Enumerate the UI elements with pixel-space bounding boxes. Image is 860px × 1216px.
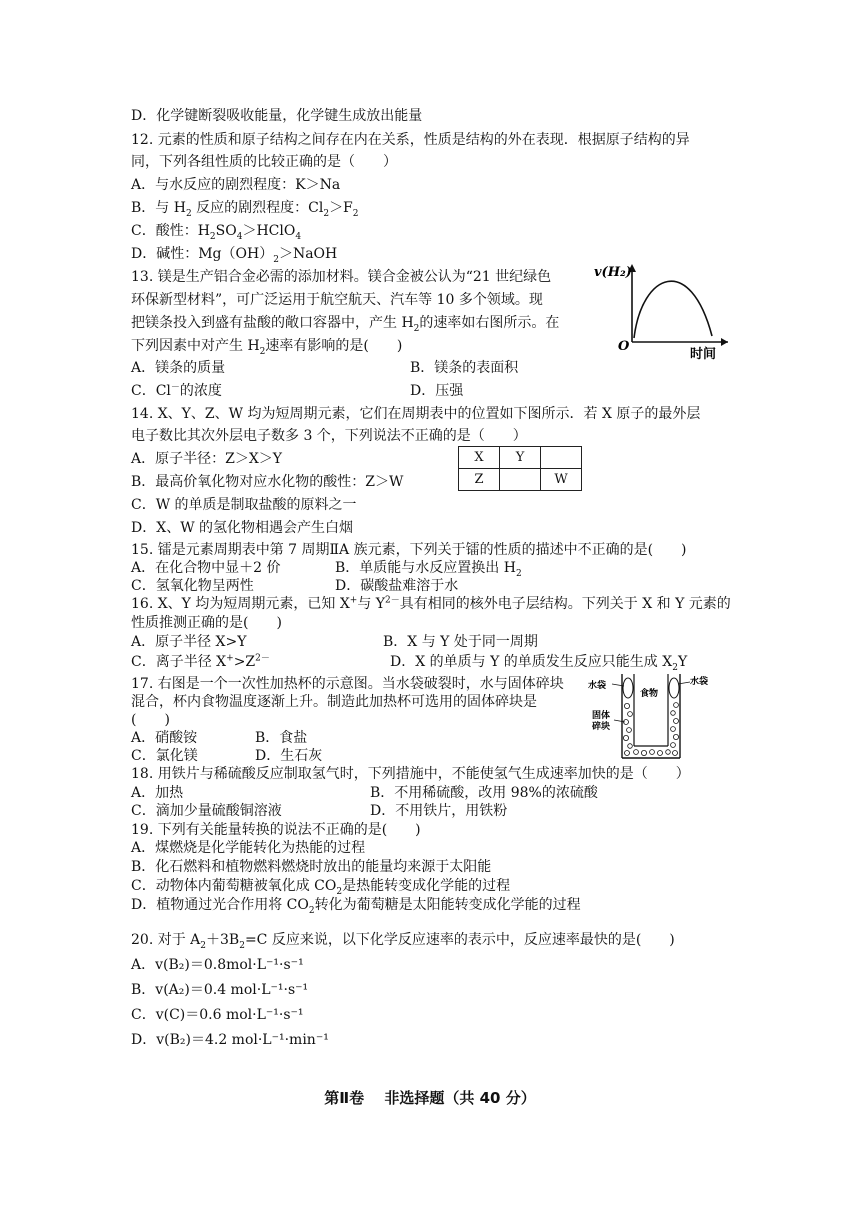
section-ii-heading: 第Ⅱ卷 非选择题（共 40 分）: [324, 1089, 536, 1107]
q13-stem-line4: 下列因素中对产生 $H_2$速率有影响的是( ): [131, 338, 403, 357]
q12-option-a: A．与水反应的剧烈程度：K＞Na: [131, 177, 341, 193]
q17-stem-line2: 混合，杯内食物温度逐渐上升。制造此加热杯可选用的固体碎块是: [131, 694, 537, 710]
q12-stem-line2: 同，下列各组性质的比较正确的是（ ）: [131, 154, 397, 170]
q16-option-b: B．X 与 Y 处于同一周期: [383, 634, 538, 650]
periodic-table-fragment: [458, 446, 582, 491]
q20-option-c: C．v(C)＝0.6 mol·L⁻¹·s⁻¹: [131, 1007, 304, 1023]
q15-stem: 15. 镭是元素周期表中第 7 周期ⅡA 族元素，下列关于镭的性质的描述中不正确的是( ): [131, 542, 687, 558]
q17-option-b: B．食盐: [255, 730, 308, 746]
q19-option-a: A．煤燃烧是化学能转化为热能的过程: [131, 840, 366, 856]
solid-label-2: 碎块: [592, 722, 611, 732]
q12-option-d: D．碱性：$Mg(OH)_2>NaOH$: [131, 246, 338, 265]
q13-option-a: A．镁条的质量: [131, 360, 226, 376]
solid-label-1: 固体: [592, 711, 611, 721]
q13-option-b: B．镁条的表面积: [410, 360, 519, 376]
q13-stem-line1: 13. 镁是生产铝合金必需的添加材料。镁合金被公认为“21 世纪绿色: [131, 269, 552, 285]
cell-empty: [500, 469, 541, 491]
graph-x-label: 时间: [690, 347, 717, 362]
q19-option-d: D．植物通过光合作用将 $CO_2$转化为葡萄糖是太阳能转变成化学能的过程: [131, 897, 581, 916]
cell-empty: [541, 447, 582, 469]
q14-option-b: B．最高价氧化物对应水化物的酸性：Z＞W: [131, 474, 404, 490]
q12-stem-line1: 12. 元素的性质和原子结构之间存在内在关系，性质是结构的外在表现．根据原子结构的异: [131, 132, 690, 148]
q14-option-a: A．原子半径：Z＞X＞Y: [131, 451, 283, 467]
q14-stem-line2: 电子数比其次外层电子数多 3 个，下列说法不正确的是（ ）: [131, 428, 527, 444]
q18-option-a: A．加热: [131, 785, 184, 801]
q17-stem-line1: 17. 右图是一个一次性加热杯的示意图。当水袋破裂时，水与固体碎块: [131, 676, 564, 692]
q20-option-a: A．v(B₂)＝0.8mol·L⁻¹·s⁻¹: [131, 957, 304, 973]
q19-option-b: B．化石燃料和植物燃料燃烧时放出的能量均来源于太阳能: [131, 859, 492, 875]
cell-z: Z: [459, 469, 500, 491]
q20-stem: 20. 对于 $A_2+3B_2=C$ 反应来说，以下化学反应速率的表示中，反应速率最快的是( ): [131, 932, 675, 951]
graph-y-label: v(H₂): [594, 265, 632, 280]
q19-stem: 19. 下列有关能量转换的说法不正确的是( ): [131, 822, 421, 838]
q15-option-a: A．在化合物中显＋2 价: [131, 560, 281, 576]
q20-option-d: D．v(B₂)＝4.2 mol·L⁻¹·min⁻¹: [131, 1032, 329, 1048]
q17-option-d: D．生石灰: [255, 748, 323, 764]
q14-option-c: C．W 的单质是制取盐酸的原料之一: [131, 497, 357, 513]
q14-stem-line1: 14. X、Y、Z、W 均为短周期元素，它们在周期表中的位置如下图所示．若 X 原子的最外层: [131, 406, 701, 422]
q18-stem: 18. 用铁片与稀硫酸反应制取氢气时，下列措施中，不能使氢气生成速率加快的是（ ）: [131, 766, 690, 782]
q13-stem-line2: 环保新型材料”，可广泛运用于航空航天、汽车等 10 多个领域。现: [131, 292, 543, 308]
q16-option-c: C．离子半径 $X^+>Z^{2-}$: [131, 653, 270, 670]
q12-option-c: C．酸性：$H_2SO_4>HClO_4$: [131, 223, 302, 242]
water-bag-right-label: 水袋: [690, 677, 709, 687]
q12-option-b: B．与 $H_2$ 反应的剧烈程度：$Cl_2>F_2$: [131, 200, 359, 219]
q19-option-c: C．动物体内葡萄糖被氧化成 $CO_2$是热能转变成化学能的过程: [131, 878, 511, 897]
graph-origin: O: [618, 339, 630, 354]
q14-option-d: D．X、W 的氢化物相遇会产生白烟: [131, 520, 354, 536]
q13-stem-line3: 把镁条投入到盛有盐酸的敞口容器中，产生 $H_2$的速率如右图所示。在: [131, 315, 560, 334]
q18-option-b: B．不用稀硫酸，改用 98%的浓硫酸: [370, 785, 598, 801]
q18-option-c: C．滴加少量硫酸铜溶液: [131, 803, 282, 819]
cell-w: W: [541, 469, 582, 491]
food-label: 食物: [640, 689, 659, 699]
q17-option-c: C．氯化镁: [131, 748, 198, 764]
q16-option-a: A．原子半径 X>Y: [131, 634, 247, 650]
q13-option-c: C．Cl－的浓度: [131, 382, 222, 399]
q15-option-d: D．碳酸盐难溶于水: [335, 578, 459, 594]
q15-option-b: B．单质能与水反应置换出 $H_2$: [335, 560, 522, 579]
q16-stem-line1: 16. X、Y 均为短周期元素，已知 X+与 $Y^{2-}$具有相同的核外电子层结构。下列关于 X 和 Y 元素的: [131, 595, 731, 612]
q18-option-d: D．不用铁片，用铁粉: [370, 803, 508, 819]
water-bag-left-label: 水袋: [588, 681, 607, 691]
cell-y: Y: [500, 447, 541, 469]
heating-cup-figure: [586, 672, 714, 762]
q11-option-d: D．化学键断裂吸收能量，化学键生成放出能量: [131, 108, 423, 124]
water-bag-right-shape: [669, 678, 679, 698]
q17-option-a: A．硝酸铵: [131, 730, 198, 746]
rate-curve: [634, 281, 712, 338]
q15-option-c: C．氢氧化物呈两性: [131, 578, 254, 594]
q13-option-d: D．压强: [410, 383, 464, 399]
cell-x: X: [459, 447, 500, 469]
q16-stem-line2: 性质推测正确的是( ): [131, 615, 282, 631]
q16-option-d: D．X 的单质与 Y 的单质发生反应只能生成 $X_2Y$: [390, 654, 688, 673]
q17-stem-line3: ( ): [131, 712, 170, 728]
water-bag-left-shape: [623, 678, 633, 698]
q20-option-b: B．v(A₂)＝0.4 mol·L⁻¹·s⁻¹: [131, 982, 309, 998]
rate-time-graph: [590, 258, 730, 366]
